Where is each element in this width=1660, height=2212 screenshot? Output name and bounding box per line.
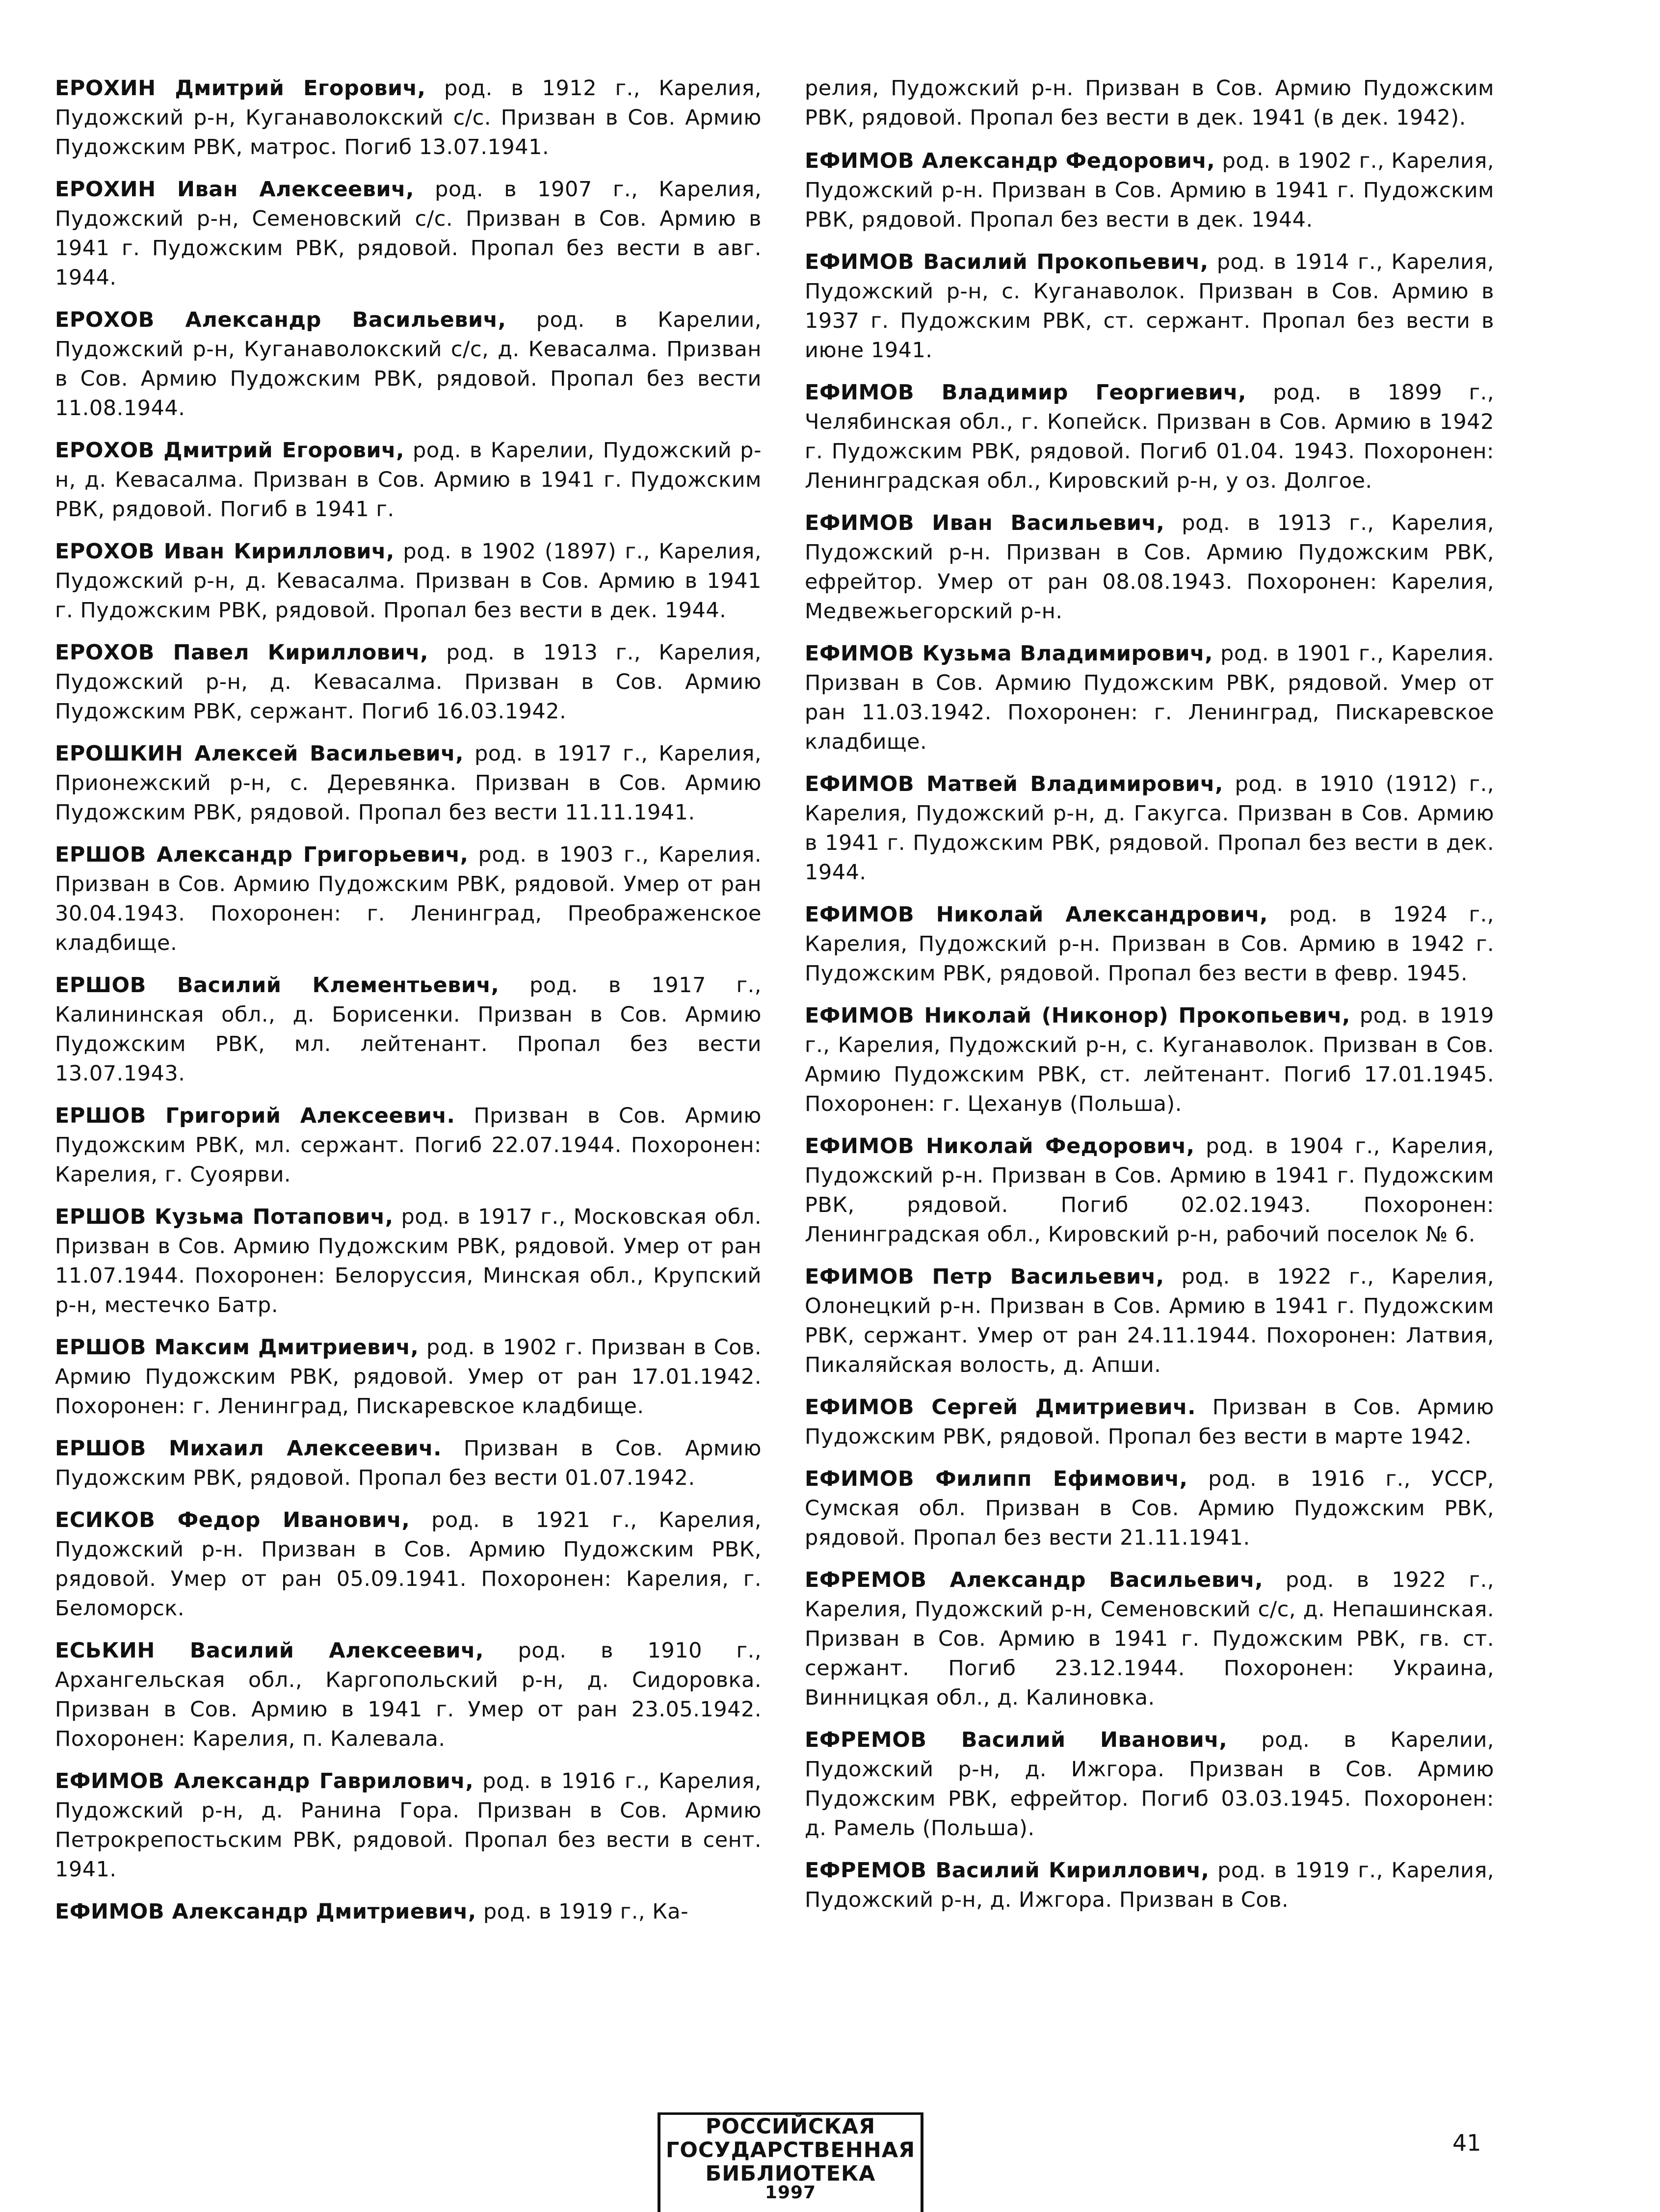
entry bbox=[805, 1262, 1494, 1380]
entry-name: ЕРОХИН Дмитрий Егорович, bbox=[55, 76, 426, 101]
entry-name: ЕФИМОВ Владимир Георгиевич, bbox=[805, 380, 1246, 405]
entry-name: ЕФРЕМОВ Александр Васильевич, bbox=[805, 1568, 1264, 1592]
entry-text: род. в 1917 г., Московская обл. Призван в Сов. Армию Пудожским РВК, рядовой. Умер от ран 11.07.1944. Похоронен: Белоруссия, Минская обл., Крупский р-н, местечко Батр. bbox=[55, 1205, 762, 1317]
entry-text: род. в 1919 г., Ка- bbox=[476, 1899, 689, 1924]
entry-name: ЕФИМОВ Александр Дмитриевич, bbox=[55, 1899, 476, 1924]
entry bbox=[55, 638, 762, 726]
entry-name: ЕРШОВ Максим Дмитриевич, bbox=[55, 1335, 419, 1360]
entry bbox=[55, 436, 762, 524]
entry-name: ЕРШОВ Григорий Алексеевич. bbox=[55, 1104, 455, 1128]
entry bbox=[805, 639, 1494, 757]
entry-name: ЕСИКОВ Федор Иванович, bbox=[55, 1508, 410, 1532]
entry bbox=[805, 1132, 1494, 1249]
entry bbox=[55, 1434, 762, 1493]
entry bbox=[805, 247, 1494, 365]
entry-text: род. в 1904 г., Карелия, Пудожский р-н. Призван в Сов. Армию в 1941 г. Пудожским РВК, рядовой. Погиб 02.02.1943. Похоронен: Ленинградская обл., Кировский р-н, рабочий поселок № 6. bbox=[805, 1134, 1495, 1247]
stamp-line: 1997 bbox=[764, 2183, 817, 2203]
entry-name: ЕФРЕМОВ Василий Кириллович, bbox=[805, 1858, 1210, 1883]
entry-text: род. в 1914 г., Карелия, Пудожский р-н, с. Куганаволок. Призван в Сов. Армию в 1937 г. Пудожским РВК, ст. сержант. Пропал без вести в июне 1941. bbox=[805, 250, 1494, 363]
entry-text: род. в 1913 г., Карелия, Пудожский р-н, д. Кевасалма. Призван в Сов. Армию Пудожским РВК, сержант. Погиб 16.03.1942. bbox=[55, 640, 762, 724]
entry bbox=[805, 1565, 1494, 1712]
entry-name: ЕФРЕМОВ Василий Иванович, bbox=[805, 1728, 1228, 1752]
entry-text: род. в 1922 г., Карелия, Олонецкий р-н. Призван в Сов. Армию в 1941 г. Пудожским РВК, сержант. Умер от ран 24.11.1944. Похоронен: Латвия, Пикаляйская волость, д. Апши. bbox=[805, 1264, 1495, 1377]
entry bbox=[805, 508, 1494, 626]
entry bbox=[55, 1202, 762, 1320]
entry-text: род. в 1910 г., Архангельская обл., Каргопольский р-н, д. Сидоровка. Призван в Сов. Армию в 1941 г. Умер от ран 23.05.1942. Похоронен: Карелия, п. Калевала. bbox=[55, 1638, 762, 1751]
entry-text: род. в 1902 (1897) г., Карелия, Пудожский р-н, д. Кевасалма. Призван в Сов. Армию в 1941 г. Пудожским РВК, рядовой. Пропал без вести в дек. 1944. bbox=[55, 539, 762, 623]
entry-name: ЕФИМОВ Иван Васильевич, bbox=[805, 511, 1165, 535]
entry bbox=[805, 1393, 1494, 1451]
entry-name: ЕФИМОВ Николай Александрович, bbox=[805, 902, 1268, 927]
entry bbox=[805, 1856, 1494, 1915]
entry-name: ЕРОХОВ Дмитрий Егорович, bbox=[55, 438, 404, 463]
entry-name: ЕРШОВ Михаил Алексеевич. bbox=[55, 1436, 442, 1461]
entry-name: ЕРОХИН Иван Алексеевич, bbox=[55, 177, 415, 202]
entry-name: ЕРШОВ Александр Григорьевич, bbox=[55, 843, 469, 867]
entry-name: ЕФИМОВ Александр Федорович, bbox=[805, 149, 1215, 173]
entry-text: род. в 1916 г., Карелия, Пудожский р-н, д. Ранина Гора. Призван в Сов. Армию Петрокрепостьским РВК, рядовой. Пропал без вести в сент. 1941. bbox=[55, 1769, 762, 1882]
entry-name: ЕФИМОВ Василий Прокопьевич, bbox=[805, 250, 1209, 274]
stamp-line: БИБЛИОТЕКА bbox=[705, 2161, 876, 2186]
entry-text: род. в 1902 г. Призван в Сов. Армию Пудожским РВК, рядовой. Умер от ран 17.01.1942. Похоронен: г. Ленинград, Пискаревское кладбище. bbox=[55, 1335, 762, 1419]
entry-name: ЕФИМОВ Кузьма Владимирович, bbox=[805, 641, 1213, 666]
entry-text: род. в Карелии, Пудожский р-н, д. Ижгора. Призван в Сов. Армию Пудожским РВК, ефрейтор. Погиб 03.03.1945. Похоронен: д. Рамель (Польша). bbox=[805, 1728, 1494, 1841]
entry bbox=[805, 378, 1494, 496]
entry-text: род. в 1922 г., Карелия, Пудожский р-н, Семеновский с/с, д. Непашинская. Призван в Сов. Армию в 1941 г. Пудожским РВК, гв. ст. сержант. Погиб 23.12.1944. Похоронен: Украина, Винницкая обл., д. Калиновка. bbox=[805, 1568, 1494, 1710]
entry bbox=[805, 146, 1494, 235]
entry-name: ЕРШОВ Василий Клементьевич, bbox=[55, 973, 500, 998]
entry bbox=[55, 537, 762, 625]
entry-text: род. в 1903 г., Карелия. Призван в Сов. Армию Пудожским РВК, рядовой. Умер от ран 30.04.1943. Похоронен: г. Ленинград, Преображенское кладбище. bbox=[55, 843, 762, 955]
entry-name: ЕФИМОВ Петр Васильевич, bbox=[805, 1264, 1164, 1289]
entry bbox=[55, 1766, 762, 1884]
entry-name: ЕРОХОВ Павел Кириллович, bbox=[55, 640, 428, 665]
entry bbox=[805, 1464, 1494, 1553]
entry bbox=[805, 769, 1494, 887]
entry-name: ЕФИМОВ Александр Гаврилович, bbox=[55, 1769, 474, 1793]
entry-text: род. в 1899 г., Челябинская обл., г. Копейск. Призван в Сов. Армию в 1942 г. Пудожским РВК, рядовой. Погиб 01.04. 1943. Похоронен: Ленинградская обл., Кировский р-н, у оз. Долгое. bbox=[805, 380, 1494, 493]
entry-text: род. в 1917 г., Карелия, Прионежский р-н, с. Деревянка. Призван в Сов. Армию Пудожским РВК, рядовой. Пропал без вести 11.11.1941. bbox=[55, 741, 762, 825]
entry-name: ЕФИМОВ Матвей Владимирович, bbox=[805, 772, 1223, 796]
entry bbox=[55, 840, 762, 958]
entry bbox=[55, 74, 762, 162]
entry-text: род. в 1924 г., Карелия, Пудожский р-н. Призван в Сов. Армию в 1942 г. Пудожским РВК, рядовой. Пропал без вести в февр. 1945. bbox=[805, 902, 1494, 986]
entry-text: род. в 1921 г., Карелия, Пудожский р-н. Призван в Сов. Армию Пудожским РВК, рядовой. Умер от ран 05.09.1941. Похоронен: Карелия, г. Беломорск. bbox=[55, 1508, 762, 1621]
entry-text: род. в 1919 г., Карелия, Пудожский р-н, д. Ижгора. Призван в Сов. bbox=[805, 1858, 1495, 1912]
entry-text: Призван в Сов. Армию Пудожским РВК, рядовой. Пропал без вести 01.07.1942. bbox=[55, 1436, 762, 1490]
entry-text: род. в 1916 г., УССР, Сумская обл. Призван в Сов. Армию Пудожским РВК, рядовой. Пропал без вести 21.11.1941. bbox=[805, 1467, 1494, 1550]
entry-name: ЕФИМОВ Филипп Ефимович, bbox=[805, 1467, 1188, 1491]
entry-name: ЕФИМОВ Николай Федорович, bbox=[805, 1134, 1195, 1159]
entry-text: род. в 1902 г., Карелия, Пудожский р-н. Призван в Сов. Армию в 1941 г. Пудожским РВК, рядовой. Пропал без вести в дек. 1944. bbox=[805, 149, 1494, 232]
entry-text: род. в 1910 (1912) г., Карелия, Пудожский р-н, д. Гакугса. Призван в Сов. Армию в 1941 г. Пудожским РВК, рядовой. Пропал без вести в дек. 1944. bbox=[805, 772, 1495, 885]
entry-text: род. в Карелии, Пудожский р-н, д. Кевасалма. Призван в Сов. Армию в 1941 г. Пудожским РВК, рядовой. Погиб в 1941 г. bbox=[55, 438, 762, 522]
library-stamp bbox=[658, 2112, 923, 2212]
entry-name: ЕРШОВ Кузьма Потапович, bbox=[55, 1205, 394, 1229]
entry-name: ЕРОХОВ Иван Кириллович, bbox=[55, 539, 395, 564]
entry bbox=[805, 900, 1494, 988]
entry-text: Призван в Сов. Армию Пудожским РВК, мл. сержант. Погиб 22.07.1944. Похоронен: Карелия, г. Суоярви. bbox=[55, 1104, 762, 1187]
entry bbox=[55, 1897, 762, 1926]
entry bbox=[55, 739, 762, 827]
entry bbox=[55, 971, 762, 1088]
entry-name: ЕФИМОВ Сергей Дмитриевич. bbox=[805, 1395, 1196, 1420]
entry bbox=[55, 175, 762, 292]
entry-name: ЕРОШКИН Алексей Васильевич, bbox=[55, 741, 464, 766]
entry bbox=[805, 74, 1494, 132]
entry bbox=[55, 1333, 762, 1421]
entry-text: род. в Карелии, Пудожский р-н, Куганаволокский с/с, д. Кевасалма. Призван в Сов. Армию Пудожским РВК, рядовой. Пропал без вести 11.08.1944. bbox=[55, 308, 762, 421]
entry-text: род. в 1907 г., Карелия, Пудожский р-н, Семеновский с/с. Призван в Сов. Армию в 1941 г. Пудожским РВК, рядовой. Пропал без вести в авг. 1944. bbox=[55, 177, 762, 290]
stamp-line: ГОСУДАРСТВЕННАЯ bbox=[665, 2138, 916, 2162]
page-number: 41 bbox=[1452, 2130, 1481, 2156]
entry-text: род. в 1917 г., Калининская обл., д. Борисенки. Призван в Сов. Армию Пудожским РВК, мл. лейтенант. Пропал без вести 13.07.1943. bbox=[55, 973, 762, 1086]
entry bbox=[805, 1001, 1494, 1119]
entry-name: ЕРОХОВ Александр Васильевич, bbox=[55, 308, 506, 332]
right-column bbox=[805, 74, 1494, 1927]
left-column bbox=[55, 74, 762, 1939]
entry bbox=[55, 305, 762, 423]
entry bbox=[55, 1101, 762, 1189]
entry-text: Призван в Сов. Армию Пудожским РВК, рядовой. Пропал без вести в марте 1942. bbox=[805, 1395, 1494, 1449]
entry-text: род. в 1901 г., Карелия. Призван в Сов. Армию Пудожским РВК, рядовой. Умер от ран 11.03.1942. Похоронен: г. Ленинград, Пискаревское кладбище. bbox=[805, 641, 1494, 754]
entry bbox=[55, 1505, 762, 1623]
entry bbox=[805, 1725, 1494, 1843]
entry-text: род. в 1919 г., Карелия, Пудожский р-н, с. Куганаволок. Призван в Сов. Армию Пудожским РВК, ст. лейтенант. Погиб 17.01.1945. Похоронен: г. Цеханув (Польша). bbox=[805, 1003, 1494, 1116]
entry-text: релия, Пудожский р-н. Призван в Сов. Армию Пудожским РВК, рядовой. Пропал без вести в дек. 1941 (в дек. 1942). bbox=[805, 76, 1494, 130]
stamp-line: РОССИЙСКАЯ bbox=[705, 2114, 876, 2139]
entry bbox=[55, 1636, 762, 1754]
entry-text: род. в 1913 г., Карелия, Пудожский р-н. Призван в Сов. Армию Пудожским РВК, ефрейтор. Умер от ран 08.08.1943. Похоронен: Карелия, Медвежьегорский р-н. bbox=[805, 511, 1494, 624]
entry-name: ЕФИМОВ Николай (Никонор) Прокопьевич, bbox=[805, 1003, 1350, 1028]
entry-name: ЕСЬКИН Василий Алексеевич, bbox=[55, 1638, 484, 1663]
entry-text: род. в 1912 г., Карелия, Пудожский р-н, Куганаволокский с/с. Призван в Сов. Армию Пудожским РВК, матрос. Погиб 13.07.1941. bbox=[55, 76, 762, 159]
